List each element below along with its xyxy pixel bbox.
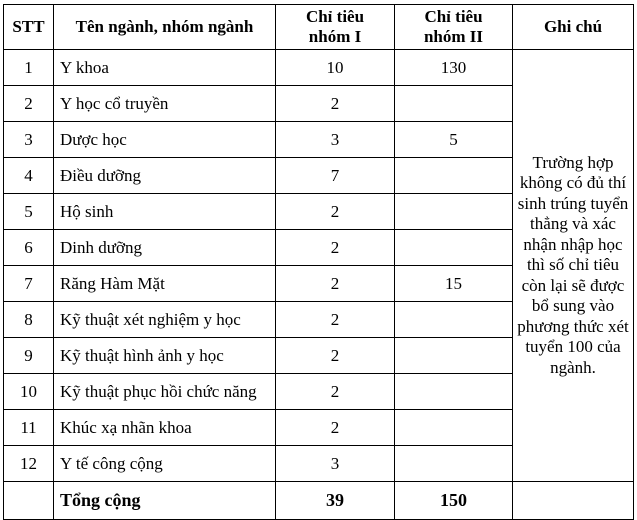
- row-name: Điều dưỡng: [54, 158, 276, 194]
- note-line: bổ sung vào: [531, 296, 615, 316]
- row-stt: 6: [4, 230, 54, 266]
- header-note: Ghi chú: [513, 5, 634, 50]
- row-stt: 8: [4, 302, 54, 338]
- row-group1: 2: [276, 410, 395, 446]
- row-group2: [395, 230, 513, 266]
- row-group1: 2: [276, 302, 395, 338]
- row-stt: 11: [4, 410, 54, 446]
- row-group1: 2: [276, 194, 395, 230]
- row-name: Kỹ thuật xét nghiệm y học: [54, 302, 276, 338]
- row-group2: [395, 302, 513, 338]
- note-line: thì số chỉ tiêu: [526, 255, 620, 275]
- total-group2: 150: [395, 482, 513, 520]
- row-name: Răng Hàm Mặt: [54, 266, 276, 302]
- note-line: thẳng và xác: [530, 214, 616, 234]
- total-note-empty: [513, 482, 634, 520]
- row-name: Kỹ thuật phục hồi chức năng: [54, 374, 276, 410]
- header-row: [4, 5, 634, 50]
- note-line: tuyển 100 của: [525, 337, 621, 357]
- header-stt: STT: [4, 5, 54, 50]
- row-group1: 3: [276, 446, 395, 482]
- note-line: phương thức xét: [517, 316, 629, 336]
- row-stt: 2: [4, 86, 54, 122]
- row-name: Dinh dưỡng: [54, 230, 276, 266]
- note-line: Trường hợp: [532, 152, 614, 172]
- note-line: sinh trúng tuyển: [517, 193, 629, 213]
- row-stt: 5: [4, 194, 54, 230]
- row-name: Y tế công cộng: [54, 446, 276, 482]
- row-name: Dược học: [54, 122, 276, 158]
- total-group1: 39: [276, 482, 395, 520]
- row-group2: [395, 338, 513, 374]
- header-group1: [276, 5, 395, 50]
- row-group1: 2: [276, 266, 395, 302]
- row-group2: 5: [395, 122, 513, 158]
- row-group2: [395, 446, 513, 482]
- row-group2: 15: [395, 266, 513, 302]
- row-group1: 2: [276, 374, 395, 410]
- row-name: Y học cổ truyền: [54, 86, 276, 122]
- row-group2: 130: [395, 50, 513, 86]
- total-stt-empty: [4, 482, 54, 520]
- row-name: Y khoa: [54, 50, 276, 86]
- row-group1: 2: [276, 338, 395, 374]
- header-group1-line2: nhóm I: [308, 27, 362, 46]
- row-group2: [395, 374, 513, 410]
- row-stt: 4: [4, 158, 54, 194]
- row-stt: 12: [4, 446, 54, 482]
- note-line: không có đủ thí: [519, 173, 627, 193]
- row-name: Hộ sinh: [54, 194, 276, 230]
- table-row: [4, 50, 634, 86]
- header-group2-line2: nhóm II: [423, 27, 484, 46]
- header-group1-line1: Chỉ tiêu: [305, 7, 365, 26]
- note-line: nhận nhập học: [523, 234, 623, 254]
- header-name: Tên ngành, nhóm ngành: [54, 5, 276, 50]
- row-stt: 3: [4, 122, 54, 158]
- row-group2: [395, 158, 513, 194]
- note-line: ngành.: [550, 357, 596, 377]
- row-group1: 7: [276, 158, 395, 194]
- note-cell: [513, 50, 634, 482]
- total-label: Tổng cộng: [54, 482, 276, 520]
- row-name: Khúc xạ nhãn khoa: [54, 410, 276, 446]
- row-group2: [395, 86, 513, 122]
- row-stt: 7: [4, 266, 54, 302]
- row-name: Kỹ thuật hình ảnh y học: [54, 338, 276, 374]
- total-row: [4, 482, 634, 520]
- row-group1: 2: [276, 230, 395, 266]
- row-stt: 9: [4, 338, 54, 374]
- header-group2-line1: Chỉ tiêu: [424, 7, 483, 26]
- row-stt: 1: [4, 50, 54, 86]
- admission-quota-table: [3, 4, 634, 520]
- row-group2: [395, 410, 513, 446]
- row-group1: 10: [276, 50, 395, 86]
- header-group2: [395, 5, 513, 50]
- row-group1: 2: [276, 86, 395, 122]
- row-group2: [395, 194, 513, 230]
- row-stt: 10: [4, 374, 54, 410]
- row-group1: 3: [276, 122, 395, 158]
- note-line: còn lại sẽ được: [521, 275, 625, 295]
